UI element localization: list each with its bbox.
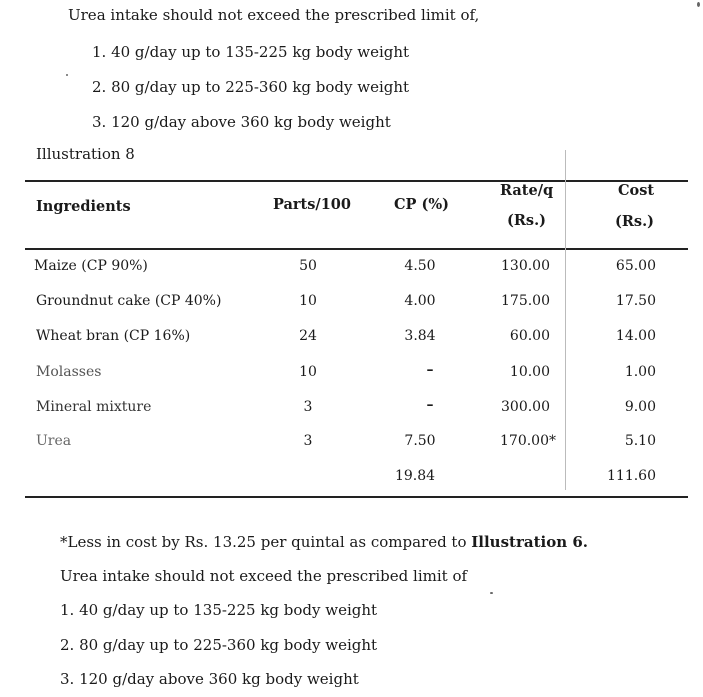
total-cp: 19.84	[394, 468, 436, 484]
cell-cost: 14.00	[615, 328, 656, 344]
header-cp: CP (%)	[394, 196, 449, 213]
scan-speck	[697, 2, 700, 7]
cell-ingredient: Groundnut cake (CP 40%)	[36, 293, 222, 309]
top-note-intro: Urea intake should not exceed the prescribed limit of,	[68, 6, 480, 24]
cell-parts: 24	[299, 328, 317, 344]
cell-rate: 300.00	[501, 399, 550, 415]
cell-cp: 7.50	[404, 433, 436, 449]
cell-ingredient: Mineral mixture	[36, 399, 152, 415]
cell-cp: –	[426, 397, 434, 413]
cell-rate: 130.00	[501, 258, 550, 274]
cell-parts: 3	[303, 399, 313, 415]
cell-rate: 10.00	[509, 364, 550, 380]
cell-cost: 5.10	[624, 433, 656, 449]
cell-cost: 17.50	[615, 293, 656, 309]
cell-ingredient: Maize (CP 90%)	[34, 258, 148, 274]
cell-parts: 10	[299, 293, 317, 309]
header-parts: Parts/100	[273, 196, 351, 213]
cell-parts: 50	[299, 258, 317, 274]
scan-speck	[66, 74, 68, 76]
cell-cp: 3.84	[404, 328, 436, 344]
illustration-title: Illustration 8	[36, 145, 135, 163]
top-note-item-2: 2. 80 g/day up to 225-360 kg body weight	[92, 78, 410, 96]
cell-ingredient: Urea	[36, 433, 72, 449]
footnote-ref: Illustration 6.	[471, 533, 588, 551]
cell-cost: 1.00	[624, 364, 656, 380]
scan-streak	[565, 150, 566, 490]
cell-cp: 4.50	[404, 258, 436, 274]
table-top-rule	[25, 180, 688, 182]
cell-rate: 170.00*	[500, 433, 556, 449]
cell-parts: 3	[303, 433, 313, 449]
table-bottom-rule	[25, 496, 688, 498]
top-note-item-3: 3. 120 g/day above 360 kg body weight	[92, 113, 391, 131]
cell-parts: 10	[299, 364, 317, 380]
cell-cp: 4.00	[404, 293, 436, 309]
total-cost: 111.60	[607, 468, 656, 484]
cell-cost: 65.00	[615, 258, 656, 274]
header-rate-unit: (Rs.)	[507, 212, 546, 229]
top-note-item-1: 1. 40 g/day up to 135-225 kg body weight	[92, 43, 410, 61]
cell-ingredient: Wheat bran (CP 16%)	[36, 328, 191, 344]
cell-ingredient: Molasses	[36, 364, 102, 380]
cell-rate: 175.00	[501, 293, 550, 309]
footnote-item-2: 2. 80 g/day up to 225-360 kg body weight	[60, 636, 378, 654]
header-ingredients: Ingredients	[36, 198, 131, 215]
footnote-item-3: 3. 120 g/day above 360 kg body weight	[60, 670, 359, 688]
footnote-text: *Less in cost by Rs. 13.25 per quintal as compared to	[60, 533, 472, 551]
scan-speck	[490, 592, 493, 594]
cell-cost: 9.00	[624, 399, 656, 415]
cell-cp: –	[426, 362, 434, 378]
header-cost-unit: (Rs.)	[615, 213, 654, 230]
cell-rate: 60.00	[509, 328, 550, 344]
footnote-line	[60, 533, 588, 551]
footnote-item-1: 1. 40 g/day up to 135-225 kg body weight	[60, 601, 378, 619]
header-cost: Cost	[618, 182, 655, 199]
footnote-intro: Urea intake should not exceed the prescribed limit of	[60, 567, 468, 585]
header-rate: Rate/q	[500, 182, 554, 199]
table-header-rule	[25, 248, 688, 250]
